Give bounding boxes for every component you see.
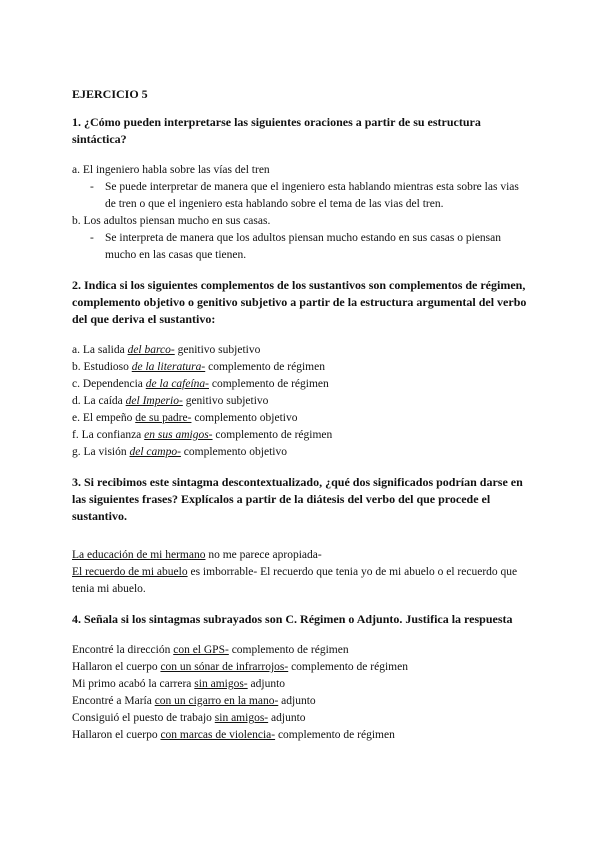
q4-item-answer: complemento de régimen	[275, 729, 395, 741]
q4-item-answer: adjunto	[278, 695, 316, 707]
q4-item-answer: adjunto	[268, 712, 306, 724]
q4-item-prefix: Hallaron el cuerpo	[72, 729, 161, 741]
q4-item-underlined: con el GPS-	[173, 644, 229, 656]
q4-item-prefix: Encontré la dirección	[72, 644, 174, 656]
q2-item-underlined: del Imperio-	[125, 395, 183, 407]
q4-item-underlined: sin amigos-	[194, 678, 248, 690]
q1-sentence-b: b. Los adultos piensan mucho en sus casas.	[72, 215, 271, 227]
question-1-title: 1. ¿Cómo pueden interpretarse las siguientes oraciones a partir de su estructura sintáctica?	[72, 115, 481, 146]
q4-item-answer: adjunto	[247, 678, 286, 690]
q2-item-answer: complemento de régimen	[205, 361, 325, 373]
q1-explanation-a	[72, 179, 532, 213]
q4-item-answer: complemento de régimen	[228, 644, 349, 656]
q2-item-prefix: e. El empeño	[72, 412, 136, 424]
q2-item-underlined: del campo-	[129, 446, 181, 458]
q2-item-underlined: de la literatura-	[131, 361, 206, 373]
q4-item	[72, 659, 532, 676]
q3-underlined-phrase: La educación de mi hermano	[72, 549, 206, 561]
q4-item-answer: complemento de régimen	[288, 661, 408, 673]
q2-item-f	[72, 427, 532, 444]
exercise-title: EJERCICIO 5	[72, 87, 148, 101]
q2-item-underlined: de su padre-	[135, 412, 192, 424]
q2-item-answer: complemento objetivo	[191, 412, 298, 424]
dash-bullet: -	[90, 181, 94, 193]
q3-underlined-phrase: El recuerdo de mi abuelo	[72, 566, 188, 578]
q2-item-a	[72, 342, 532, 359]
q4-item	[72, 710, 532, 727]
q2-item-answer: complemento de régimen	[212, 429, 333, 441]
q2-item-prefix: f. La confianza	[72, 429, 145, 441]
q4-item-underlined: sin amigos-	[214, 712, 269, 724]
q4-item	[72, 642, 532, 659]
q3-line-text: no me parece apropiada-	[205, 549, 322, 561]
question-4-title: 4. Señala si los sintagmas subrayados son C. Régimen o Adjunto. Justifica la respuesta	[72, 612, 513, 626]
q4-item-underlined: con un cigarro en la mano-	[154, 695, 279, 707]
q4-item-underlined: con marcas de violencia-	[160, 729, 276, 741]
q2-item-d	[72, 393, 532, 410]
q2-item-g	[72, 444, 532, 461]
q4-item	[72, 693, 532, 710]
q2-item-answer: complemento objetivo	[180, 446, 287, 458]
q2-item-prefix: g. La visión	[72, 446, 130, 458]
q2-item-prefix: c. Dependencia	[72, 378, 146, 390]
q2-item-answer: genitivo subjetivo	[182, 395, 269, 407]
q3-line-1	[72, 547, 532, 564]
q2-item-underlined: de la cafeína-	[145, 378, 209, 390]
q4-item-prefix: Mi primo acabó la carrera	[72, 678, 195, 690]
q2-item-underlined: en sus amigos-	[144, 429, 213, 441]
q4-item-underlined: con un sónar de infrarrojos-	[160, 661, 289, 673]
q4-item-prefix: Consiguió el puesto de trabajo	[72, 712, 215, 724]
q4-item	[72, 727, 532, 744]
q1-explanation-b-text: Se interpreta de manera que los adultos piensan mucho estando en sus casas o piensan mucho en las casas que tienen.	[105, 232, 501, 261]
dash-bullet: -	[90, 232, 94, 244]
document-page	[72, 86, 532, 744]
q3-line-text: es imborrable- El recuerdo que tenia yo de mi abuelo o el recuerdo que tenia mi abuelo.	[72, 566, 518, 595]
q2-item-c	[72, 376, 532, 393]
question-3-title: 3. Si recibimos este sintagma descontextualizado, ¿qué dos significados podrían darse en las siguientes frases? Explícalos a partir de la diátesis del verbo del que procede el sustantivo.	[72, 475, 523, 523]
q1-explanation-a-text: Se puede interpretar de manera que el ingeniero esta hablando mientras esta sobre las vias de tren o que el ingeniero esta hablando sobre el tema de las vias del tren.	[105, 181, 519, 210]
q1-explanation-b	[72, 230, 532, 264]
q2-item-answer: complemento de régimen	[209, 378, 329, 390]
question-2-title: 2. Indica si los siguientes complementos de los sustantivos son complementos de régimen, complemento objetivo o genitivo subjetivo a partir de la estructura argumental del verbo del que deriva el sustantivo:	[72, 278, 527, 326]
q3-line-2	[72, 564, 532, 598]
q2-item-prefix: d. La caída	[72, 395, 126, 407]
q1-sentence-a: a. El ingeniero habla sobre las vías del tren	[72, 164, 270, 176]
q2-item-underlined: del barco-	[127, 344, 175, 356]
q4-item-prefix: Hallaron el cuerpo	[72, 661, 161, 673]
q2-item-e	[72, 410, 532, 427]
q2-item-b	[72, 359, 532, 376]
q4-item-prefix: Encontré a María	[72, 695, 155, 707]
q2-item-prefix: b. Estudioso	[72, 361, 132, 373]
q2-item-answer: genitivo subjetivo	[174, 344, 261, 356]
q4-item	[72, 676, 532, 693]
q2-item-prefix: a. La salida	[72, 344, 128, 356]
